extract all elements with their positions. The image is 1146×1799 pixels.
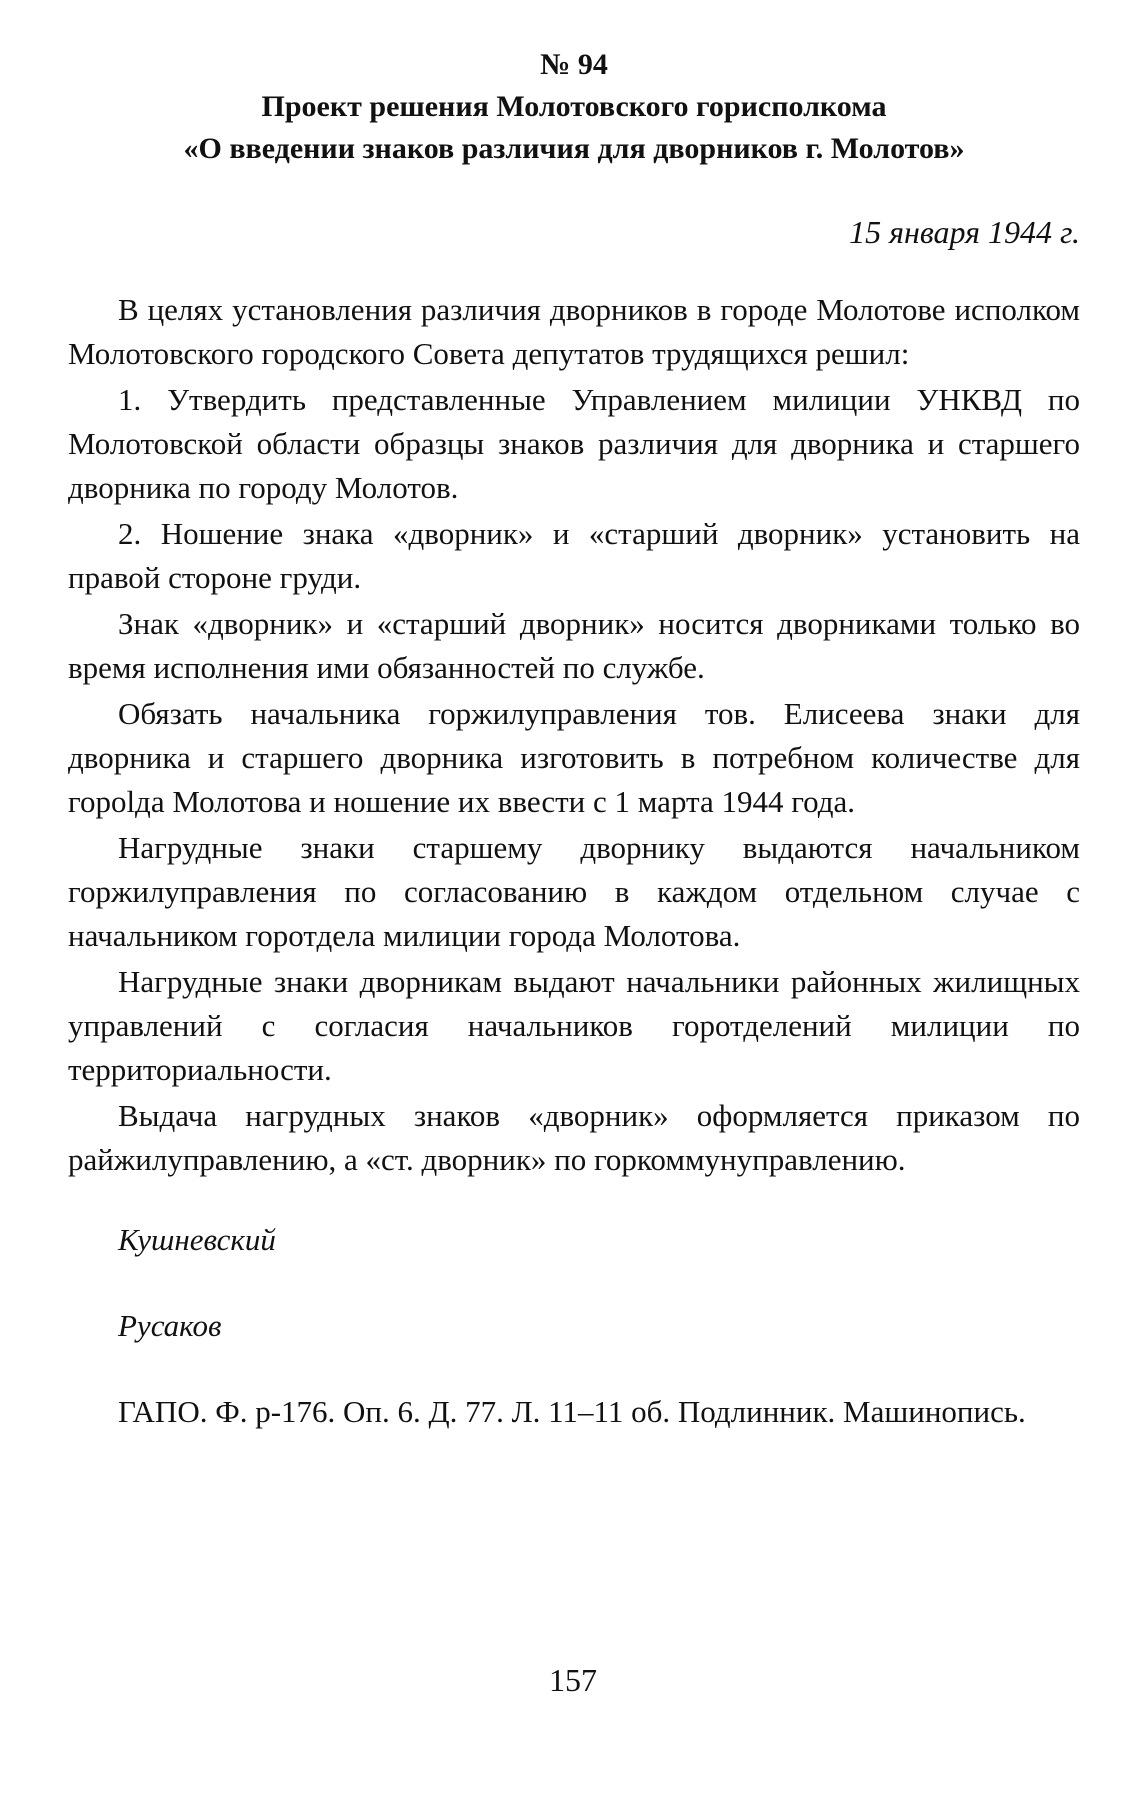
signature-2: Русаков xyxy=(118,1308,222,1343)
preamble-paragraph: В целях установления различия дворников в городе Молотове исполком Молотовского городского Совета депутатов трудящихся решил: xyxy=(68,292,1080,371)
document-date: 15 января 1944 г. xyxy=(849,214,1080,250)
paragraph-2: 2. Ношение знака «дворник» и «старший дворник» установить на правой стороне груди. xyxy=(68,516,1080,595)
document-title-line-1: Проект решения Молотовского горисполкома xyxy=(261,90,887,123)
document-title-line-2: «О введении знаков различия для дворников г. Молотов» xyxy=(183,132,965,165)
document-page xyxy=(68,44,1080,1784)
archive-source: ГАПО. Ф. р-176. Оп. 6. Д. 77. Л. 11–11 об. Подлинник. Машинопись. xyxy=(118,1394,1026,1429)
document-body xyxy=(68,288,1080,1182)
page-number: 157 xyxy=(549,1662,597,1698)
paragraph-1: 1. Утвердить представленные Управлением милиции УНКВД по Молотовской области образцы знаков различия для дворника и старшего дворника по городу Молотов. xyxy=(68,382,1080,505)
paragraph-7: Выдача нагрудных знаков «дворник» оформляется приказом по райжилуправлению, а «ст. дворник» по горкоммунуправлению. xyxy=(68,1098,1080,1177)
signatures xyxy=(68,1218,1080,1348)
document-number: № 94 xyxy=(540,48,608,81)
document-header xyxy=(68,44,1080,170)
paragraph-3: Знак «дворник» и «старший дворник» носится дворниками только во время исполнения ими обязанностей по службе. xyxy=(68,606,1080,685)
signature-1: Кушневский xyxy=(118,1222,276,1257)
paragraph-4: Обязать начальника горжилуправления тов. Елисеева знаки для дворника и старшего дворника изготовить в потребном количестве для гороlда Молотова и ношение их ввести с 1 марта 1944 года. xyxy=(68,696,1080,819)
paragraph-5: Нагрудные знаки старшему дворнику выдаются начальником горжилуправления по согласованию в каждом отдельном случае с начальником горотдела милиции города Молотова. xyxy=(68,830,1080,953)
paragraph-6: Нагрудные знаки дворникам выдают начальники районных жилищных управлений с согласия начальников горотделений милиции по территориальности. xyxy=(68,964,1080,1087)
